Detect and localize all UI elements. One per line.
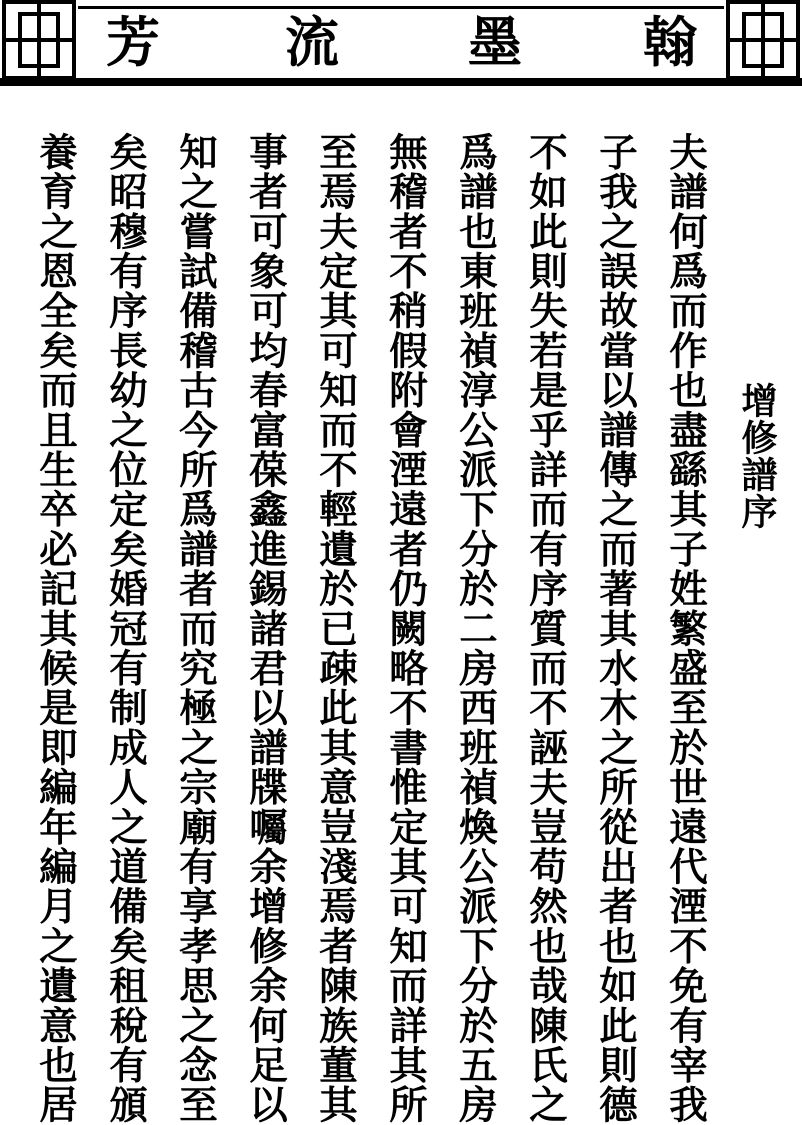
header-title-char-3: 墨 bbox=[468, 10, 522, 74]
header-title-char-2: 流 bbox=[285, 10, 339, 74]
header-title-char-4: 翰 bbox=[643, 10, 697, 74]
fret-corner-right-icon bbox=[724, 0, 802, 82]
text-column-1: 夫譜何爲而作也盡繇其子姓繁盛至於世遠代湮不免有宰我 bbox=[663, 132, 708, 1125]
header-bottom-rule bbox=[0, 78, 802, 82]
text-column-9: 矣昭穆有序長幼之位定矣婚冠有制成人之道備矣租稅有頒 bbox=[103, 132, 148, 1125]
text-column-10: 養育之恩全矣而且生卒必記其候是即編年編月之遺意也居 bbox=[33, 132, 78, 1125]
text-column-8: 知之嘗試備稽古今所爲譜者而究極之宗廟有享孝思之念至 bbox=[173, 132, 218, 1125]
header-banner bbox=[0, 0, 802, 86]
text-column-7: 事者可象可均春富葆鑫進錫諸君以譜牒囑余增修余何足以 bbox=[243, 132, 288, 1125]
text-body bbox=[30, 132, 780, 1125]
text-column-4: 爲譜也東班禎淳公派下分於二房西班禎煥公派下分於五房 bbox=[453, 132, 498, 1125]
text-column-5: 無稽者不稍假附會湮遠者仍闕略不書惟定其可知而詳其所 bbox=[383, 132, 428, 1125]
header-top-rule bbox=[78, 6, 724, 9]
text-column-3: 不如此則失若是乎詳而有序質而不誣夫豈苟然也哉陳氏之 bbox=[523, 132, 568, 1125]
section-title: 增修譜序 bbox=[736, 382, 778, 530]
text-column-2: 子我之誤故當以譜傳之而著其水木之所從出者也如此則德 bbox=[593, 132, 638, 1125]
header-title-char-1: 芳 bbox=[106, 10, 160, 74]
text-column-6: 至焉夫定其可知而不輕遺於已疎此其意豈淺焉者陳族董其 bbox=[313, 132, 358, 1125]
fret-corner-left-icon bbox=[0, 0, 78, 82]
